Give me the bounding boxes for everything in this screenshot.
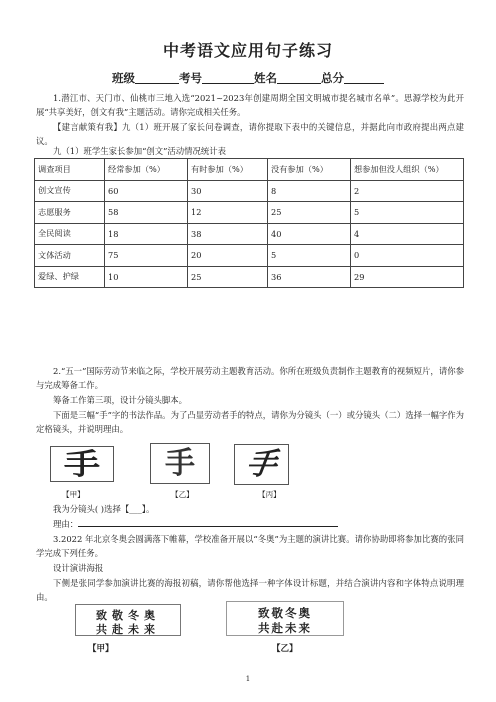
page-title: 中考语文应用句子练习 <box>162 41 333 60</box>
q1-intro: 1.潜江市、天门市、仙桃市三地入选“2021~2023年创建周期全国文明城市提名城市名单”。思源学校为此开展“共享美好，创文有我”主题活动。请你完成相关任务。 <box>36 93 464 118</box>
q2-intro: 2.“五一”国际劳动节来临之际，学校开展劳动主题教育活动。你所在班级负责制作主题教育的视频短片，请你参与完成筹备工作。 <box>36 366 464 391</box>
q1-task: 【建言献策有我】九（1）班开展了家长问卷调查，请你提取下表中的关键信息，并据此向市政府提出两点建议。 <box>36 122 464 147</box>
table-cell: 5 <box>268 245 351 267</box>
name-blank[interactable] <box>277 72 321 84</box>
poster-yi <box>226 601 344 636</box>
table-cell: 25 <box>268 202 351 224</box>
table-cell: 12 <box>188 202 268 224</box>
table-row <box>35 245 464 267</box>
calligraphy-yi <box>150 443 210 484</box>
table-row <box>35 180 464 202</box>
calligraphy-char: 手 <box>165 446 195 481</box>
class-label: 班级 <box>112 71 135 85</box>
table-cell: 爱绿、护绿 <box>35 266 105 288</box>
exam-no-label: 考号 <box>179 71 202 85</box>
q3-task: 设计演讲海报 <box>53 563 104 573</box>
table-cell: 30 <box>188 180 268 202</box>
table-cell: 36 <box>268 266 351 288</box>
calligraphy-jia <box>50 446 114 482</box>
table-cell: 58 <box>105 202 188 224</box>
table-cell: 60 <box>105 180 188 202</box>
table-cell: 志愿服务 <box>35 202 105 224</box>
name-label: 姓名 <box>254 71 277 85</box>
table-cell: 全民阅读 <box>35 223 105 245</box>
q2-task: 筹备工作第三项，设计分镜头脚本。 <box>53 395 187 405</box>
q3-intro: 3.2022 年北京冬奥会圆满落下帷幕，学校准备开展以“冬奥”为主题的演讲比赛。请你协助即将参加比赛的张同学完成下列任务。 <box>36 534 464 559</box>
table-cell: 5 <box>351 202 464 224</box>
page-number: 1 <box>245 675 251 683</box>
caption-bing: 【丙】 <box>258 490 281 499</box>
score-blank[interactable] <box>344 72 384 84</box>
q3-instruction: 下侧是张同学参加演讲比赛的海报初稿，请你帮他选择一种字体设计标题，并结合演讲内容和字体特点说明理由。 <box>36 578 464 603</box>
table-cell: 8 <box>268 180 351 202</box>
poster-caption-jia: 【甲】 <box>88 644 114 654</box>
table-row <box>35 266 464 288</box>
poster-jia-line2: 共赴未来 <box>96 623 160 636</box>
table-header-row <box>35 159 464 181</box>
table-cell: 18 <box>105 223 188 245</box>
poster-caption-yi: 【乙】 <box>272 644 298 654</box>
table-cell: 25 <box>188 266 268 288</box>
table-cell: 38 <box>188 223 268 245</box>
table-header: 经常参加（%） <box>105 159 188 181</box>
q1-table-caption: 九（1）班学生家长参加“创文”活动情况统计表 <box>53 146 227 156</box>
poster-yi-line1: 致敬冬奥 <box>258 606 312 620</box>
calligraphy-bing <box>234 444 289 485</box>
table-cell: 75 <box>105 245 188 267</box>
table-header: 调查项目 <box>35 159 105 181</box>
q2-reason-line <box>36 517 464 531</box>
calligraphy-char: 手 <box>63 447 101 481</box>
table-cell: 40 <box>268 223 351 245</box>
poster-jia-line1: 致敬冬奥 <box>96 609 160 622</box>
exam-no-blank[interactable] <box>202 72 254 84</box>
student-info-line <box>0 70 496 86</box>
table-header: 没有参加（%） <box>268 159 351 181</box>
table-cell: 创文宣传 <box>35 180 105 202</box>
calligraphy-char: 手 <box>244 447 279 482</box>
table-header: 想参加但没人组织（%） <box>351 159 464 181</box>
poster-yi-line2: 共赴未来 <box>258 621 312 635</box>
table-cell: 10 <box>105 266 188 288</box>
table-cell: 2 <box>351 180 464 202</box>
table-cell: 0 <box>351 245 464 267</box>
class-blank[interactable] <box>135 72 179 84</box>
table-row <box>35 202 464 224</box>
table-cell: 29 <box>351 266 464 288</box>
caption-jia: 【甲】 <box>62 490 85 499</box>
q2-instruction: 下面是三幅“手”字的书法作品。为了凸显劳动者手的特点，请你为分镜头（一）或分镜头（二）选择一幅字作为定格镜头，并说明理由。 <box>36 410 464 435</box>
table-cell: 文体活动 <box>35 245 105 267</box>
reason-blank[interactable] <box>78 518 338 527</box>
poster-jia <box>75 604 181 636</box>
reason-label: 理由： <box>53 519 79 529</box>
caption-yi: 【乙】 <box>171 490 194 499</box>
q2-answer-line[interactable]: 我为分镜头( )选择【___】。 <box>53 504 155 514</box>
table-cell: 20 <box>188 245 268 267</box>
table-cell: 4 <box>351 223 464 245</box>
table-header: 有时参加（%） <box>188 159 268 181</box>
score-label: 总分 <box>321 71 344 85</box>
survey-table <box>34 158 464 288</box>
table-row <box>35 223 464 245</box>
